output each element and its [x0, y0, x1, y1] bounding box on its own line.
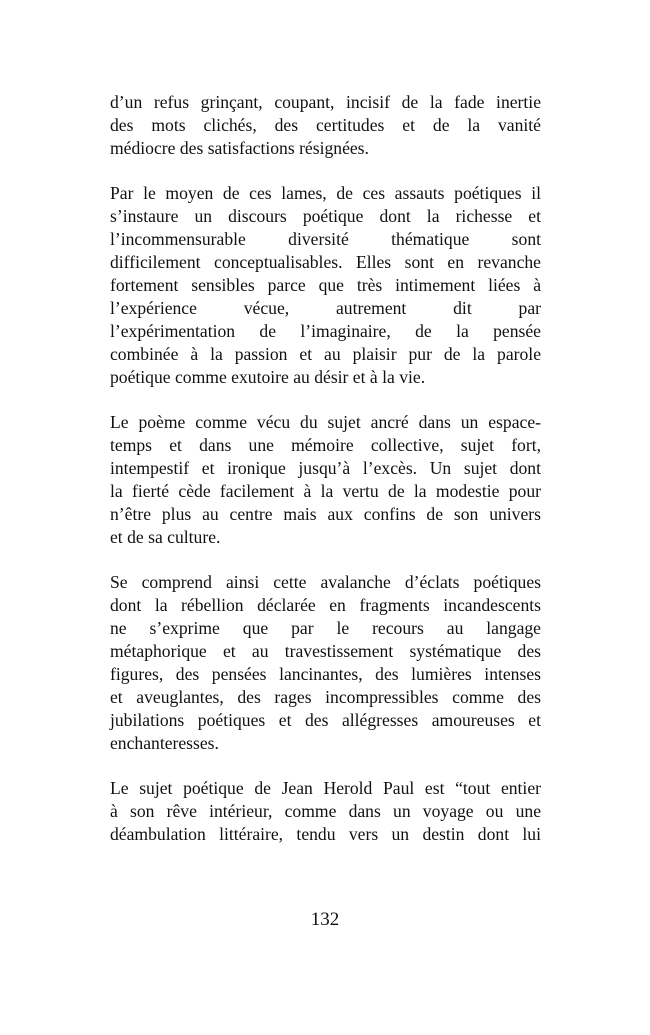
- text-line: Le sujet poétique de Jean Herold Paul est “tout entier: [110, 778, 541, 798]
- paragraph: [110, 182, 541, 389]
- text-line: combinée à la passion et au plaisir pur de la parole: [110, 344, 541, 364]
- paragraph: [110, 777, 541, 846]
- text-line: n’être plus au centre mais aux confins de son univers: [110, 504, 541, 524]
- text-line: s’instaure un discours poétique dont la richesse et: [110, 206, 541, 226]
- text-line: médiocre des satisfactions résignées.: [110, 138, 369, 158]
- paragraph: [110, 411, 541, 549]
- text-line: figures, des pensées lancinantes, des lumières intenses: [110, 664, 541, 684]
- text-line: Le poème comme vécu du sujet ancré dans un espace-: [110, 412, 541, 432]
- paragraph: [110, 91, 541, 160]
- text-line: à son rêve intérieur, comme dans un voyage ou une: [110, 801, 541, 821]
- text-line: enchanteresses.: [110, 733, 219, 753]
- text-line: fortement sensibles parce que très intimement liées à: [110, 275, 541, 295]
- text-line: difficilement conceptualisables. Elles sont en revanche: [110, 252, 541, 272]
- text-line: Par le moyen de ces lames, de ces assauts poétiques il: [110, 183, 541, 203]
- text-line: déambulation littéraire, tendu vers un destin dont lui: [110, 824, 541, 844]
- text-line: la fierté cède facilement à la vertu de la modestie pour: [110, 481, 541, 501]
- text-line: métaphorique et au travestissement systématique des: [110, 641, 541, 661]
- text-line: l’expérimentation de l’imaginaire, de la pensée: [110, 321, 541, 341]
- text-line: des mots clichés, des certitudes et de la vanité: [110, 115, 541, 135]
- text-line: l’incommensurable diversité thématique sont: [110, 229, 541, 249]
- paragraph: [110, 571, 541, 755]
- text-line: et de sa culture.: [110, 527, 221, 547]
- text-line: dont la rébellion déclarée en fragments incandescents: [110, 595, 541, 615]
- page-number: 132: [310, 909, 340, 930]
- text-line: ne s’exprime que par le recours au langage: [110, 618, 541, 638]
- text-line: poétique comme exutoire au désir et à la vie.: [110, 367, 426, 387]
- text-line: temps et dans une mémoire collective, sujet fort,: [110, 435, 541, 455]
- text-line: Se comprend ainsi cette avalanche d’éclats poétiques: [110, 572, 541, 592]
- body-text: [110, 91, 541, 868]
- text-line: l’expérience vécue, autrement dit par: [110, 298, 541, 318]
- text-line: d’un refus grinçant, coupant, incisif de la fade inertie: [110, 92, 541, 112]
- text-line: et aveuglantes, des rages incompressibles comme des: [110, 687, 541, 707]
- text-line: jubilations poétiques et des allégresses amoureuses et: [110, 710, 541, 730]
- text-line: intempestif et ironique jusqu’à l’excès. Un sujet dont: [110, 458, 541, 478]
